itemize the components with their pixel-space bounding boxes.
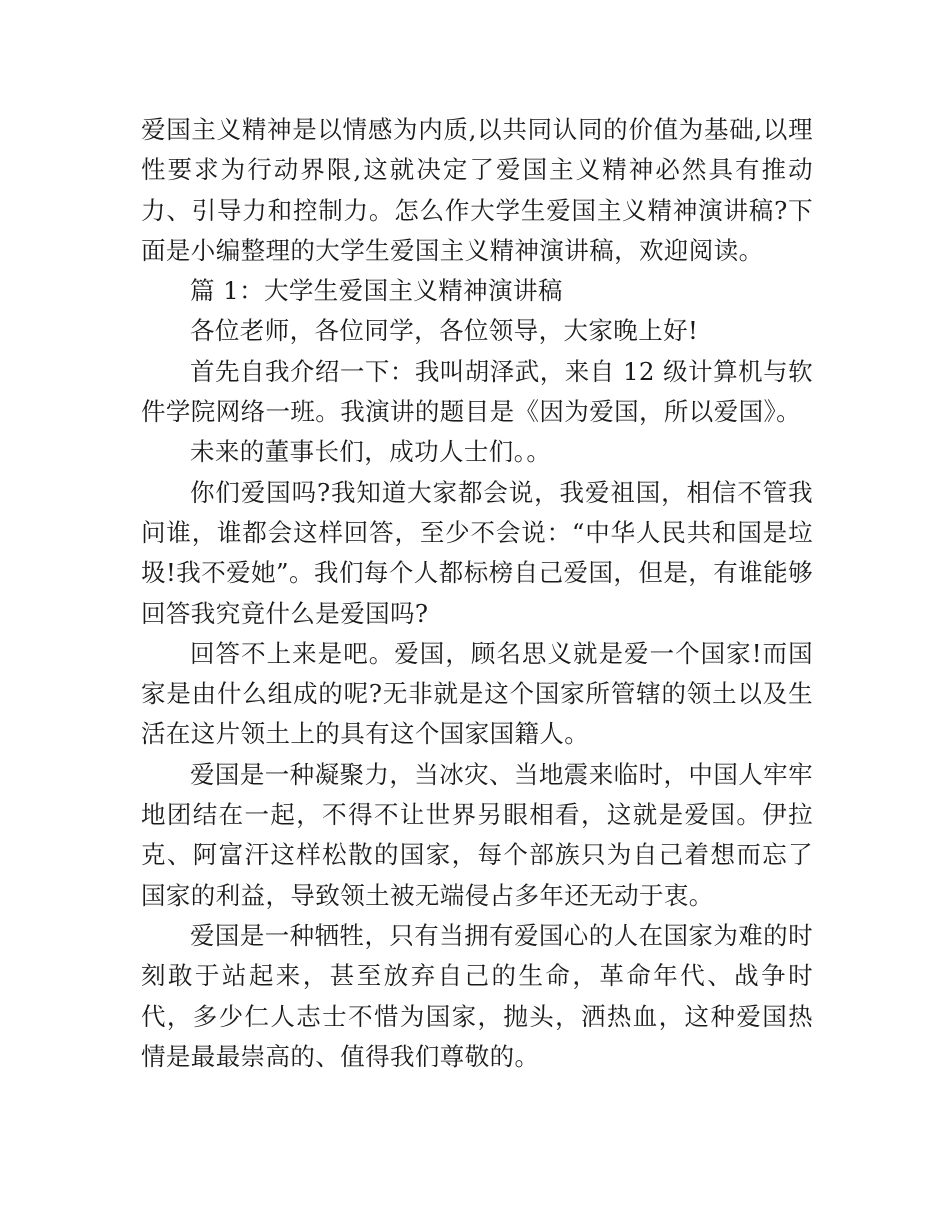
document-page: [141, 110, 813, 1077]
audience-paragraph: 未来的董事长们，成功人士们。。: [190, 437, 552, 467]
sacrifice-paragraph: 爱国是一种牺牲，只有当拥有爱国心的人在国家为难的时刻敢于站起来，甚至放弃自己的生命，革命年代、战争时代，多少仁人志士不惜为国家，抛头，洒热血，这种爱国热情是最最崇高的、值得我们尊敬的。: [141, 920, 813, 1071]
section-heading: 篇 1：大学生爱国主义精神演讲稿: [190, 276, 563, 306]
self-introduction-paragraph: 首先自我介绍一下：我叫胡泽武，来自 12 级计算机与软件学院网络一班。我演讲的题目是《因为爱国，所以爱国》。: [141, 356, 813, 427]
question-paragraph: 你们爱国吗?我知道大家都会说，我爱祖国，相信不管我问谁，谁都会这样回答，至少不会说：“中华人民共和国是垃圾!我不爱她”。我们每个人都标榜自己爱国，但是，有谁能够回答我究竟什么是爱国吗?: [141, 477, 813, 628]
cohesion-paragraph: 爱国是一种凝聚力，当冰灾、当地震来临时，中国人牢牢地团结在一起，不得不让世界另眼相看，这就是爱国。伊拉克、阿富汗这样松散的国家，每个部族只为自己着想而忘了国家的利益，导致领土被无端侵占多年还无动于衷。: [141, 759, 813, 910]
greeting-paragraph: 各位老师，各位同学，各位领导，大家晚上好!: [190, 316, 699, 346]
definition-paragraph: 回答不上来是吧。爱国，顾名思义就是爱一个国家!而国家是由什么组成的呢?无非就是这个国家所管辖的领土以及生活在这片领土上的具有这个国家国籍人。: [141, 638, 813, 749]
intro-paragraph: 爱国主义精神是以情感为内质,以共同认同的价值为基础,以理性要求为行动界限,这就决定了爱国主义精神必然具有推动力、引导力和控制力。怎么作大学生爱国主义精神演讲稿?下面是小编整理的大学生爱国主义精神演讲稿，欢迎阅读。: [141, 115, 813, 265]
